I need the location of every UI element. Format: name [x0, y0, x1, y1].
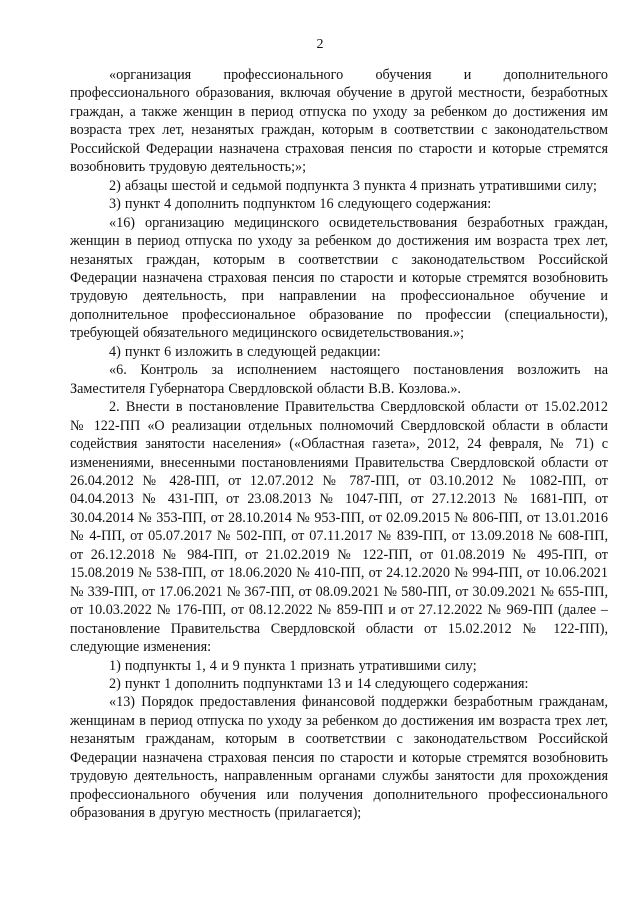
paragraph-section-2: 2. Внести в постановление Правительства Свердловской области от 15.02.2012 № 122-ПП «О реализации отдельных полномочий Свердловской области в области содействия занятости населения» («Областная газета», 2012, 24 февраля, № 71) с изменениями, внесенными постановлениями Правительства Свердловской области от 26.04.2012 № 428-ПП, от 12.07.2012 № 787-ПП, от 03.10.2012 № 1082-ПП, от 04.04.2013 № 431-ПП, от 23.08.2013 № 1047-ПП, от 27.12.2013 № 1681-ПП, от 30.04.2014 № 353-ПП, от 28.10.2014 № 953-ПП, от 02.09.2015 № 806-ПП, от 13.01.2016 № 4-ПП, от 05.07.2017 № 502-ПП, от 07.11.2017 № 839-ПП, от 13.09.2018 № 608-ПП, от 26.12.2018 № 984-ПП, от 21.02.2019 № 122-ПП, от 01.08.2019 № 495-ПП, от 15.08.2019 № 538-ПП, от 18.06.2020 № 410-ПП, от 24.12.2020 № 994-ПП, от 10.06.2021 № 339-ПП, от 17.06.2021 № 367-ПП, от 08.09.2021 № 580-ПП, от 30.09.2021 № 655-ПП, от 10.03.2022 № 176-ПП, от 08.12.2022 № 859-ПП и от 27.12.2022 № 969-ПП (далее – постановление Правительства Свердловской области от 15.02.2012 № 122-ПП), следующие изменения: [70, 399, 608, 656]
page-number: 2 [316, 37, 324, 52]
paragraph-quote-16: «16) организацию медицинского освидетельствования безработных граждан, женщин в период отпуска по уходу за ребенком до достижения им возраста трех лет, незанятых граждан, которым в соответствии с законодательством Российской Федерации назначена страховая пенсия по старости и которые стремятся возобновить трудовую деятельность, при направлении на профессиональное обучение и дополнительное профессиональное образование по профессии (специальности), требующей обязательного медицинского освидетельствования.»; [70, 214, 608, 342]
paragraph-item-2: 2) абзацы шестой и седьмой подпункта 3 пункта 4 признать утратившими силу; [109, 177, 597, 194]
paragraph-quote-13: «13) Порядок предоставления финансовой поддержки безработным гражданам, женщинам в период отпуска по уходу за ребенком до достижения им возраста трех лет, незанятым гражданам, которым в соответствии с законодательством Российской Федерации назначена страховая пенсия по старости и которые стремятся возобновить трудовую деятельность, направленным органами службы занятости для прохождения профессионального обучения или получения дополнительного профессионального образования в другую местность (прилагается); [70, 694, 608, 822]
paragraph-subitem-1: 1) подпункты 1, 4 и 9 пункта 1 признать утратившими силу; [109, 657, 477, 674]
paragraph-item-4: 4) пункт 6 изложить в следующей редакции: [109, 343, 381, 360]
paragraph-subitem-2: 2) пункт 1 дополнить подпунктами 13 и 14 следующего содержания: [109, 675, 529, 692]
paragraph-quote-organization: «организация профессионального обучения и дополнительного профессионального образования, включая обучение в другой местности, безработных граждан, а также женщин в период отпуска по уходу за ребенком до достижения им возраста трех лет, незанятых граждан, которым в соответствии с законодательством Российской Федерации назначена страховая пенсия по старости и которые стремятся возобновить трудовую деятельность;»; [70, 67, 608, 176]
paragraph-quote-6: «6. Контроль за исполнением настоящего постановления возложить на Заместителя Губернатора Свердловской области В.В. Козлова.». [70, 362, 608, 397]
paragraph-item-3: 3) пункт 4 дополнить подпунктом 16 следующего содержания: [109, 196, 492, 213]
document-body [70, 66, 608, 823]
